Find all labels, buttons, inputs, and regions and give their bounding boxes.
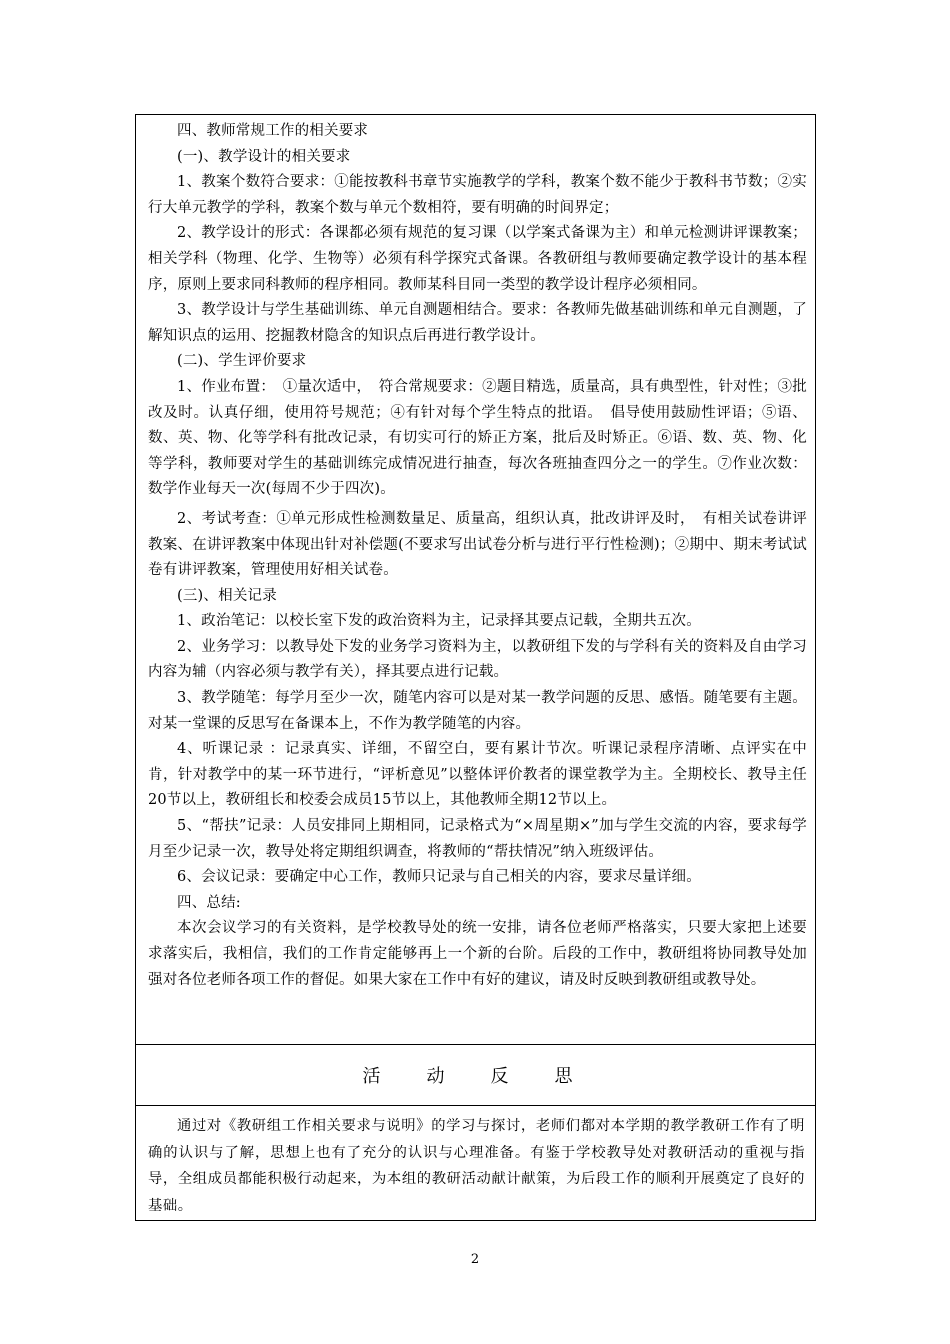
- paragraph-political-notes: 1、政治笔记：以校长室下发的政治资料为主，记录择其要点记载，全期共五次。: [177, 613, 701, 630]
- paragraph-homework: 1、作业布置： ①量次适中， 符合常规要求：②题目精选，质量高，具有典型性，针对性；③批改及时。认真仔细，使用符号规范；④有针对每个学生特点的批语。 倡导使用鼓励性评语；⑤语、数、英、物、化等学科有批改记录，有切实可行的矫正方案，批后及时矫正。⑥语、数、英、物、化等学科，教师要对学生的基础训练完成情况进行抽查，每次各班抽查四分之一的学生。⑦作业次数：数学作业每天一次(每周不少于四次)。: [148, 378, 807, 498]
- document-table: [135, 114, 816, 1221]
- heading-teacher-routine: 四、教师常规工作的相关要求: [177, 123, 369, 139]
- paragraph-reflection: 通过对《教研组工作相关要求与说明》的学习与探讨，老师们都对本学期的教学教研工作有了明确的认识与了解，思想上也有了充分的认识与心理准备。有鉴于学校教导处对教研活动的重视与指导，全组成员都能积极行动起来，为本组的教研活动献计献策，为后段工作的顺利开展奠定了良好的基础。: [148, 1118, 805, 1214]
- paragraph-meeting-records: 6、会议记录：要确定中心工作，教师只记录与自己相关的内容，要求尽量详细。: [177, 869, 701, 886]
- paragraph-summary: 本次会议学习的有关资料，是学校教导处的统一安排，请各位老师严格落实，只要大家把上述要求落实后，我相信，我们的工作肯定能够再上一个新的台阶。后段的工作中，教研组将协同教导处加强对各位老师各项工作的督促。如果大家在工作中有好的建议，请及时反映到教研组或教导处。: [148, 920, 807, 988]
- subheading-teaching-design: (一)、教学设计的相关要求: [177, 148, 351, 165]
- section-title-row: [136, 1044, 815, 1106]
- paragraph-professional-study: 2、业务学习：以教导处下发的业务学习资料为主，以教研组下发的与学科有关的资料及自由学习内容为辅（内容必须与教学有关），择其要点进行记载。: [148, 638, 807, 681]
- paragraph-exams: 2、考试考查：①单元形成性检测数量足、质量高，组织认真，批改讲评及时， 有相关试卷讲评教案、在讲评教案中体现出针对补偿题(不要求写出试卷分析与进行平行性检测)；②期中、期末考试试卷有讲评教案，管理使用好相关试卷。: [148, 510, 807, 579]
- paragraph-lesson-observation: 4、听课记录 ：记录真实、详细，不留空白，要有累计节次。听课记录程序清晰、点评实在中肯，针对教学中的某一环节进行，“评析意见”以整体评价教者的课堂教学为主。全期校长、教导主任20节以上，教研组长和校委会成员15节以上，其他教师全期12节以上。: [148, 741, 807, 809]
- heading-summary: 四、总结:: [177, 894, 241, 911]
- section-title: 活动反思: [362, 1066, 619, 1087]
- subheading-records: (三)、相关记录: [177, 587, 277, 604]
- requirements-cell: [136, 115, 815, 1044]
- paragraph-design-form: 2、教学设计的形式：各课都必须有规范的复习课（以学案式备课为主）和单元检测讲评课教案；相关学科（物理、化学、生物等）必须有科学探究式备课。各教研组与教师要确定教学设计的基本程序，原则上要求同科教师的程序相同。教师某科目同一类型的教学设计程序必须相同。: [148, 225, 807, 293]
- paragraph-lesson-plan-count: 1、教案个数符合要求：①能按教科书章节实施教学的学科，教案个数不能少于教科书节数；②实行大单元教学的学科，教案个数与单元个数相符，要有明确的时间界定；: [148, 174, 807, 216]
- paragraph-teaching-essays: 3、教学随笔：每学月至少一次，随笔内容可以是对某一教学问题的反思、感悟。随笔要有主题。对某一堂课的反思写在备课本上，不作为教学随笔的内容。: [148, 690, 807, 732]
- reflection-cell: [136, 1106, 815, 1220]
- paragraph-design-training: 3、教学设计与学生基础训练、单元自测题相结合。要求：各教师先做基础训练和单元自测题，了解知识点的运用、挖掘教材隐含的知识点后再进行教学设计。: [148, 302, 807, 344]
- paragraph-mentoring-records: 5、“帮扶”记录：人员安排同上期相同，记录格式为“×周星期×”加与学生交流的内容，要求每学月至少记录一次，教导处将定期组织调查，将教师的“帮扶情况”纳入班级评估。: [148, 818, 807, 860]
- page-number: 2: [470, 1252, 480, 1267]
- subheading-student-evaluation: (二)、学生评价要求: [177, 353, 307, 370]
